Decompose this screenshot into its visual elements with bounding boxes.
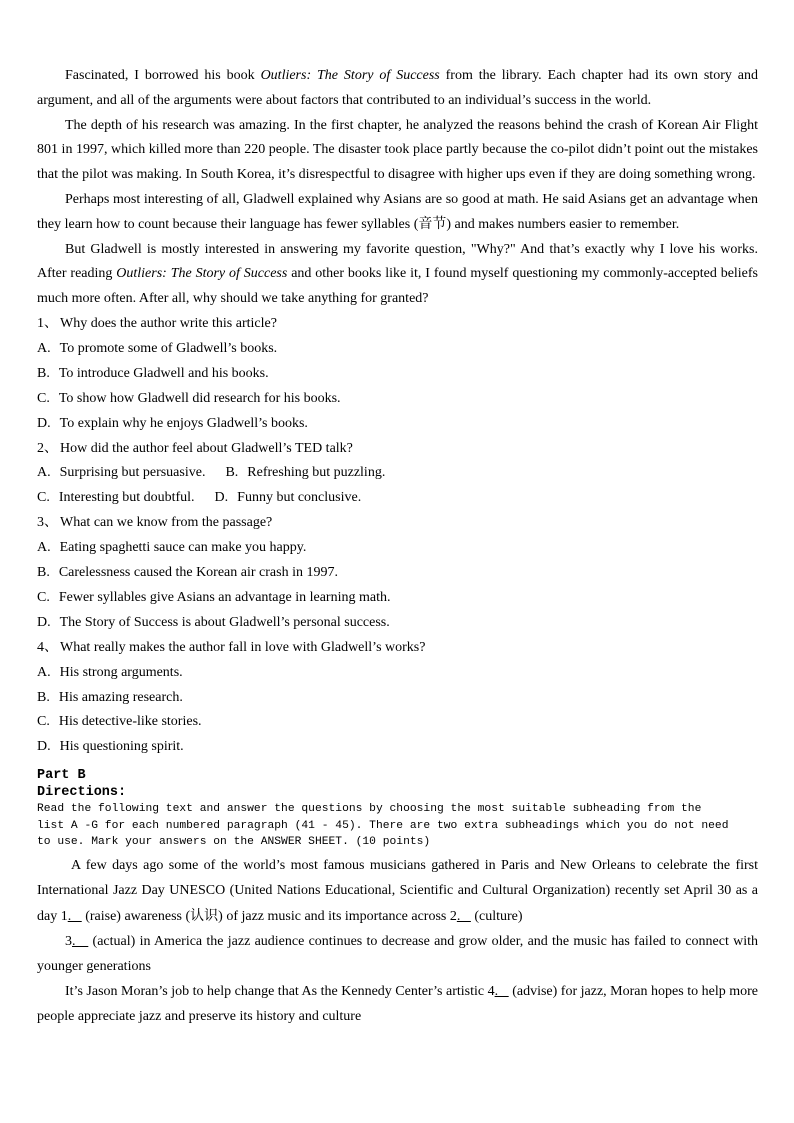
passage-paragraph bbox=[37, 64, 758, 114]
option-label: D. bbox=[37, 415, 51, 431]
question-text: What can we know from the passage? bbox=[60, 515, 273, 531]
option-label: A. bbox=[37, 664, 51, 680]
blank-underline: . bbox=[72, 933, 89, 949]
option-label: B. bbox=[225, 465, 239, 481]
question-block-3 bbox=[37, 511, 758, 636]
option bbox=[225, 465, 385, 480]
blank-underline: . bbox=[494, 984, 509, 1000]
blank-underline: . bbox=[456, 908, 471, 924]
option-text: Fewer syllables give Asians an advantage in learning math. bbox=[58, 589, 391, 605]
option bbox=[37, 490, 195, 505]
option-label: A. bbox=[37, 465, 51, 481]
option-label: B. bbox=[37, 689, 50, 705]
text-run: 3 bbox=[65, 933, 72, 949]
directions-line: Read the following text and answer the questions by choosing the most suitable subheading from the bbox=[37, 803, 702, 816]
option-text: His detective-like stories. bbox=[58, 714, 202, 730]
text-run: and other books like it, I found myself questioning my commonly-accepted beliefs much more often. After all, why should we take anything for granted? bbox=[37, 266, 759, 307]
option-label: D. bbox=[37, 739, 51, 755]
option-text: His questioning spirit. bbox=[59, 739, 184, 755]
question-number: 1、 bbox=[37, 315, 58, 331]
option bbox=[37, 465, 205, 480]
question-block-2 bbox=[37, 437, 758, 512]
option-label: A. bbox=[37, 540, 51, 556]
text-run: A few days ago some of the world’s most famous musicians gathered in Paris and New Orleans to celebrate the first International Jazz Day UNESCO (United Nations Educational, Scientific and Cultural Organization) recently set April 30 as a day 1 bbox=[37, 858, 758, 924]
option-text: Refreshing but puzzling. bbox=[247, 465, 386, 481]
question-stem bbox=[37, 636, 758, 661]
directions-line: to use. Mark your answers on the ANSWER SHEET. (10 points) bbox=[37, 835, 431, 848]
option-line bbox=[37, 536, 758, 561]
option-label: D. bbox=[214, 490, 229, 506]
option-line bbox=[37, 412, 758, 437]
option-text: The Story of Success is about Gladwell’s personal success. bbox=[59, 614, 390, 630]
book-title-italic: Outliers: The Story of Success bbox=[116, 266, 288, 282]
text-run: But Gladwell is mostly interested in answering my favorite question, "Why?" And that’s exactly why I love his works. After reading bbox=[37, 241, 758, 282]
text-run: (culture) bbox=[470, 908, 523, 924]
option-text: Interesting but doubtful. bbox=[58, 490, 195, 506]
option-line bbox=[37, 486, 758, 511]
option-label: D. bbox=[37, 614, 51, 630]
passage-paragraph bbox=[37, 188, 758, 238]
cloze-passage bbox=[37, 853, 758, 1029]
text-run: (actual) in America the jazz audience continues to decrease and grow older, and the music has failed to connect with younger generations bbox=[37, 933, 759, 974]
text-run: The depth of his research was amazing. In the first chapter, he analyzed the reasons behind the crash of Korean Air Flight 801 in 1997, which killed more than 220 people. The disaster took place partly because the co-pilot didn’t point out the mistakes that the pilot was making. In South Korea, it’s disrespectful to disagree with higher ups even if they are doing something wrong. bbox=[37, 117, 758, 183]
question-stem bbox=[37, 312, 758, 337]
option-text: His strong arguments. bbox=[59, 664, 183, 680]
option-text: Surprising but persuasive. bbox=[59, 465, 206, 481]
option-label: B. bbox=[37, 365, 50, 381]
passage-paragraph bbox=[37, 238, 758, 312]
directions-label: Directions: bbox=[37, 784, 127, 800]
question-text: What really makes the author fall in love with Gladwell’s works? bbox=[60, 639, 426, 655]
question-number: 4、 bbox=[37, 639, 58, 655]
option-label: A. bbox=[37, 340, 51, 356]
option bbox=[215, 490, 362, 505]
cloze-paragraph bbox=[37, 929, 758, 979]
option-line bbox=[37, 710, 758, 735]
question-stem bbox=[37, 437, 758, 462]
text-run: Perhaps most interesting of all, Gladwell explained why Asians are so good at math. He said Asians get an advantage when they learn how to count because their language has fewer syllables (音节) and makes numbers easier to remember. bbox=[37, 191, 758, 232]
question-text: Why does the author write this article? bbox=[60, 315, 277, 331]
option-line bbox=[37, 387, 758, 412]
part-b-section bbox=[37, 768, 758, 850]
question-block-4 bbox=[37, 636, 758, 761]
option-text: His amazing research. bbox=[58, 689, 183, 705]
option-line bbox=[37, 461, 758, 486]
option-text: Funny but conclusive. bbox=[237, 490, 362, 506]
text-run: It’s Jason Moran’s job to help change that As the Kennedy Center’s artistic 4 bbox=[65, 984, 495, 1000]
option-line bbox=[37, 611, 758, 636]
cloze-paragraph bbox=[37, 853, 758, 929]
option-label: C. bbox=[37, 390, 50, 406]
option-label: C. bbox=[37, 490, 50, 506]
text-run: from the library. Each chapter had its own story and argument, and all of the arguments were about factors that contributed to an individual’s success in the world. bbox=[37, 68, 758, 108]
text-run: Fascinated, I borrowed his book bbox=[65, 68, 261, 83]
option-line bbox=[37, 661, 758, 686]
question-text: How did the author feel about Gladwell’s TED talk? bbox=[60, 440, 353, 456]
directions-line: list A -G for each numbered paragraph (41 - 45). There are two extra subheadings which you do not need bbox=[37, 819, 729, 832]
option-line bbox=[37, 686, 758, 711]
option-line bbox=[37, 337, 758, 362]
part-b-heading: Part B bbox=[37, 768, 86, 784]
option-text: Carelessness caused the Korean air crash in 1997. bbox=[58, 565, 338, 581]
option-line bbox=[37, 561, 758, 586]
option-text: To show how Gladwell did research for his books. bbox=[58, 390, 341, 406]
blank-underline: . bbox=[67, 908, 82, 924]
passage-paragraph bbox=[37, 114, 758, 188]
option-text: Eating spaghetti sauce can make you happy. bbox=[59, 540, 307, 556]
option-line bbox=[37, 586, 758, 611]
question-block-1 bbox=[37, 312, 758, 437]
option-line bbox=[37, 362, 758, 387]
option-label: B. bbox=[37, 565, 50, 581]
option-label: C. bbox=[37, 589, 50, 605]
question-number: 3、 bbox=[37, 515, 58, 531]
text-run: (raise) awareness (认识) of jazz music and its importance across 2 bbox=[81, 908, 457, 924]
option-label: C. bbox=[37, 714, 50, 730]
option-line bbox=[37, 735, 758, 760]
book-title-italic: Outliers: The Story of Success bbox=[260, 68, 440, 83]
option-text: To introduce Gladwell and his books. bbox=[58, 365, 269, 381]
option-text: To promote some of Gladwell’s books. bbox=[59, 340, 278, 356]
question-number: 2、 bbox=[37, 440, 58, 456]
text-run: (advise) for jazz, Moran hopes to help more people appreciate jazz and preserve its history and culture bbox=[37, 984, 758, 1025]
option-text: To explain why he enjoys Gladwell’s books. bbox=[59, 415, 308, 431]
question-stem bbox=[37, 511, 758, 536]
cloze-paragraph bbox=[37, 979, 758, 1029]
